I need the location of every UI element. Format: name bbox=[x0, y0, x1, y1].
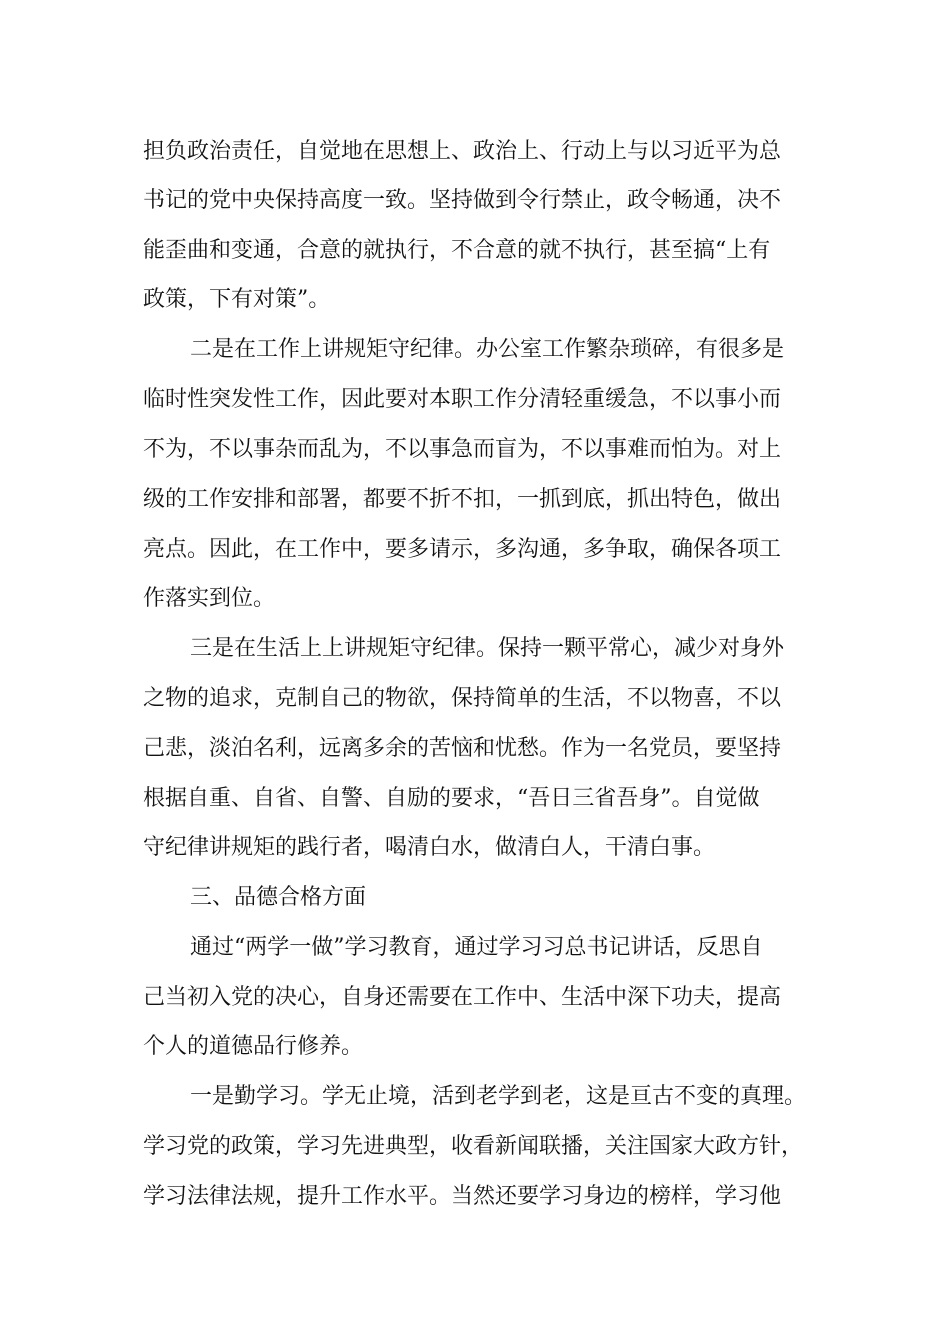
text-line: 之物的追求，克制自己的物欲，保持简单的生活，不以物喜，不以 bbox=[143, 686, 782, 711]
text-line: 担负政治责任，自觉地在思想上、政治上、行动上与以习近平为总 bbox=[143, 139, 782, 164]
text-line: 亮点。因此，在工作中，要多请示，多沟通，多争取，确保各项工 bbox=[143, 537, 782, 562]
text-line: 学习法律法规，提升工作水平。当然还要学习身边的榜样，学习他 bbox=[143, 1184, 782, 1209]
paragraph-first-line: 三是在生活上上讲规矩守纪律。保持一颗平常心，减少对身外 bbox=[190, 636, 785, 661]
text-line: 书记的党中央保持高度一致。坚持做到令行禁止，政令畅通，决不 bbox=[143, 188, 782, 213]
text-line: 根据自重、自省、自警、自励的要求，“吾日三省吾身”。自觉做 bbox=[143, 786, 760, 811]
text-line: 己悲，淡泊名利，远离多余的苦恼和忧愁。作为一名党员，要坚持 bbox=[143, 736, 782, 761]
text-line: 个人的道德品行修养。 bbox=[143, 1034, 364, 1059]
text-line: 作落实到位。 bbox=[143, 586, 276, 611]
text-line: 级的工作安排和部署，都要不折不扣，一抓到底，抓出特色，做出 bbox=[143, 487, 782, 512]
text-line: 学习党的政策，学习先进典型，收看新闻联播，关注国家大政方针， bbox=[143, 1134, 804, 1159]
text-line: 临时性突发性工作，因此要对本职工作分清轻重缓急，不以事小而 bbox=[143, 387, 782, 412]
text-line: 政策，下有对策”。 bbox=[143, 287, 331, 312]
text-line: 能歪曲和变通，合意的就执行，不合意的就不执行，甚至搞“上有 bbox=[143, 238, 771, 263]
paragraph-first-line: 通过“两学一做”学习教育，通过学习习总书记讲话，反思自 bbox=[190, 935, 763, 960]
text-line: 己当初入党的决心，自身还需要在工作中、生活中深下功夫，提高 bbox=[143, 985, 782, 1010]
text-line: 不为，不以事杂而乱为，不以事急而盲为，不以事难而怕为。对上 bbox=[143, 437, 782, 462]
paragraph-first-line: 二是在工作上讲规矩守纪律。办公室工作繁杂琐碎，有很多是 bbox=[190, 337, 785, 362]
text-line: 守纪律讲规矩的践行者，喝清白水，做清白人，干清白事。 bbox=[143, 835, 716, 860]
section-heading: 三、品德合格方面 bbox=[190, 885, 367, 910]
paragraph-first-line: 一是勤学习。学无止境，活到老学到老，这是亘古不变的真理。 bbox=[190, 1084, 807, 1109]
